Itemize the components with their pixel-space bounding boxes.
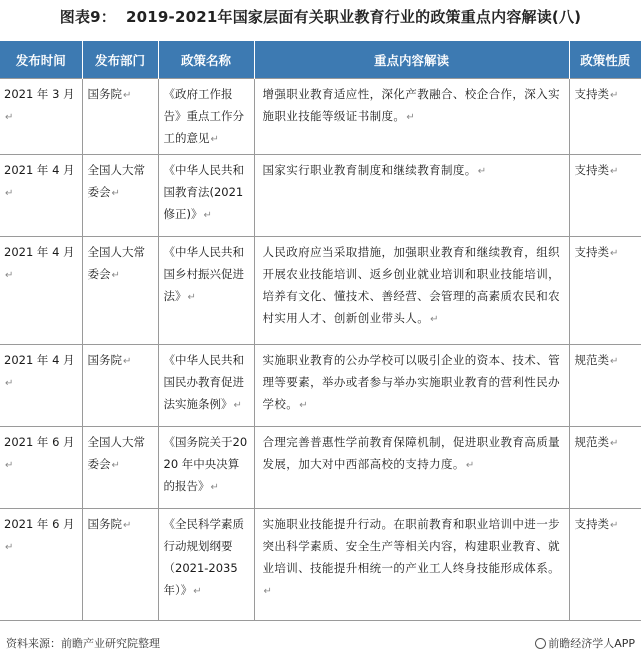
cell-date: 2021 年 4 月↵ xyxy=(0,345,82,427)
cell-policy-name: 《中华人民共和国民办教育促进法实施条例》↵ xyxy=(158,345,254,427)
cell-policy-nature: 支持类↵ xyxy=(569,155,641,237)
cell-department: 全国人大常委会↵ xyxy=(82,427,158,509)
table-row xyxy=(0,237,641,345)
brand-name: 前瞻经济学人APP xyxy=(548,637,635,650)
cell-policy-nature: 支持类↵ xyxy=(569,79,641,155)
brand-logo-icon xyxy=(535,638,546,649)
cell-policy-nature: 支持类↵ xyxy=(569,237,641,345)
table-row xyxy=(0,345,641,427)
cell-date: 2021 年 6 月↵ xyxy=(0,427,82,509)
cell-policy-name: 《中华人民共和国教育法(2021修正)》↵ xyxy=(158,155,254,237)
header-policy-name: 政策名称 xyxy=(158,41,254,79)
header-department: 发布部门 xyxy=(82,41,158,79)
cell-date: 2021 年 6 月↵ xyxy=(0,509,82,621)
cell-key-content: 增强职业教育适应性，深化产教融合、校企合作，深入实施职业技能等级证书制度。↵ xyxy=(254,79,569,155)
cell-department: 国务院↵ xyxy=(82,79,158,155)
cell-key-content: 国家实行职业教育制度和继续教育制度。↵ xyxy=(254,155,569,237)
cell-policy-name: 《国务院关于2020 年中央决算的报告》↵ xyxy=(158,427,254,509)
cell-policy-name: 《中华人民共和国乡村振兴促进法》↵ xyxy=(158,237,254,345)
header-key-content: 重点内容解读 xyxy=(254,41,569,79)
cell-date: 2021 年 4 月↵ xyxy=(0,155,82,237)
cell-department: 全国人大常委会↵ xyxy=(82,155,158,237)
cell-key-content: 实施职业教育的公办学校可以吸引企业的资本、技术、管理等要素，举办或者参与举办实施职业教育的营利性民办学校。↵ xyxy=(254,345,569,427)
figure-label: 图表9： xyxy=(59,8,116,26)
cell-department: 全国人大常委会↵ xyxy=(82,237,158,345)
header-date: 发布时间 xyxy=(0,41,82,79)
cell-key-content: 实施职业技能提升行动。在职前教育和职业培训中进一步突出科学素质、安全生产等相关内容，构建职业教育、就业培训、技能提升相统一的产业工人终身技能形成体系。↵ xyxy=(254,509,569,621)
cell-key-content: 人民政府应当采取措施，加强职业教育和继续教育，组织开展农业技能培训、返乡创业就业培训和职业技能培训，培养有文化、懂技术、善经营、会管理的高素质农民和农村实用人才、创新创业带头人。↵ xyxy=(254,237,569,345)
cell-date: 2021 年 3 月↵ xyxy=(0,79,82,155)
cell-policy-name: 《全民科学素质行动规划纲要（2021-2035年）》↵ xyxy=(158,509,254,621)
figure-title xyxy=(0,6,641,27)
cell-key-content: 合理完善普惠性学前教育保障机制，促进职业教育高质量发展，加大对中西部高校的支持力度。↵ xyxy=(254,427,569,509)
cell-department: 国务院↵ xyxy=(82,345,158,427)
policy-table xyxy=(0,41,641,621)
cell-date: 2021 年 4 月↵ xyxy=(0,237,82,345)
cell-policy-name: 《政府工作报告》重点工作分工的意见↵ xyxy=(158,79,254,155)
table-row xyxy=(0,509,641,621)
brand-credit xyxy=(535,635,635,651)
table-row xyxy=(0,427,641,509)
cell-policy-nature: 支持类↵ xyxy=(569,509,641,621)
source-note: 资料来源：前瞻产业研究院整理 xyxy=(6,637,160,650)
figure-title-text: 2019-2021年国家层面有关职业教育行业的政策重点内容解读(八) xyxy=(126,8,582,26)
cell-policy-nature: 规范类↵ xyxy=(569,345,641,427)
cell-department: 国务院↵ xyxy=(82,509,158,621)
header-policy-nature: 政策性质 xyxy=(569,41,641,79)
table-row xyxy=(0,155,641,237)
table-header-row xyxy=(0,41,641,79)
table-row xyxy=(0,79,641,155)
cell-policy-nature: 规范类↵ xyxy=(569,427,641,509)
